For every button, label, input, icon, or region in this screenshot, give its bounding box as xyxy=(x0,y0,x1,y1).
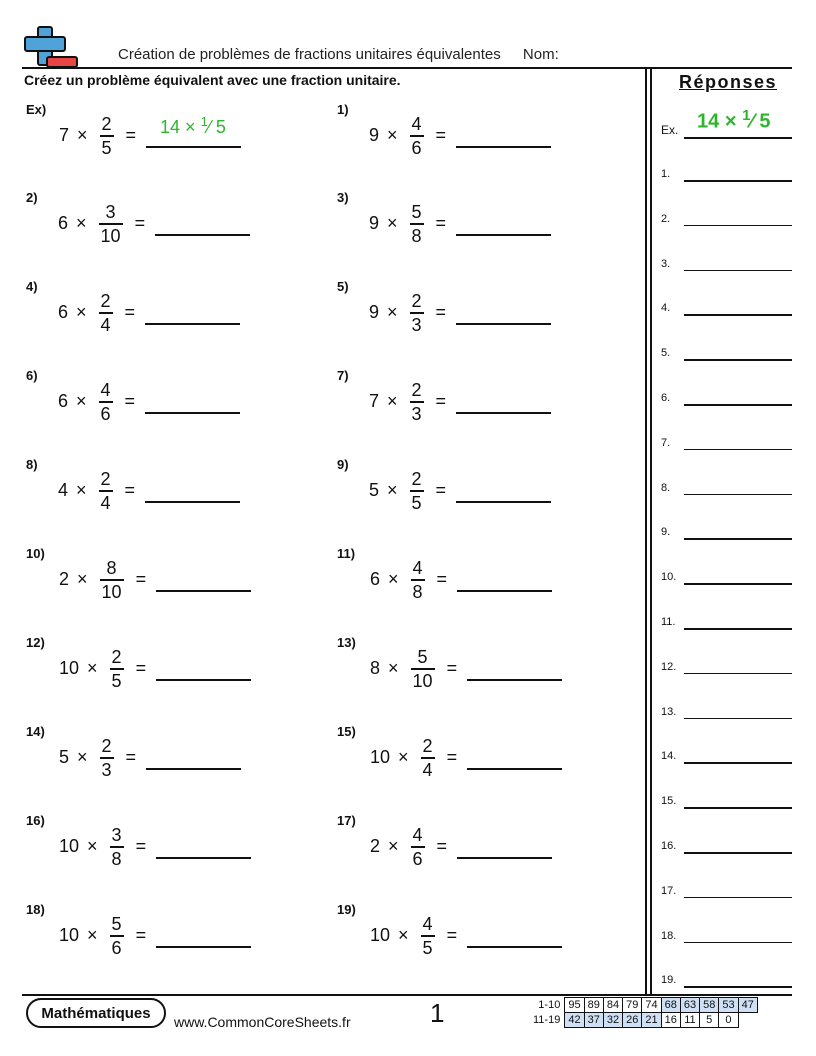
score-cell: 84 xyxy=(603,998,622,1013)
answer-line[interactable] xyxy=(684,270,792,272)
equals-sign: = xyxy=(435,480,447,501)
problem-number: 16) xyxy=(26,813,45,828)
fraction xyxy=(410,114,424,158)
answer-blank[interactable] xyxy=(467,679,562,681)
denominator: 3 xyxy=(411,403,422,424)
whole-number: 6 xyxy=(58,391,69,412)
fraction xyxy=(99,380,113,424)
times-sign: × xyxy=(387,480,398,501)
equals-sign: = xyxy=(446,658,458,679)
whole-number: 9 xyxy=(369,125,380,146)
score-cell: 95 xyxy=(565,998,584,1013)
score-cell: 0 xyxy=(719,1013,738,1028)
problem-expression xyxy=(369,114,454,158)
problem-expression xyxy=(369,380,454,424)
answer-row xyxy=(661,213,792,229)
answer-label: 3. xyxy=(661,257,671,270)
answer-row xyxy=(661,930,792,946)
problem-number: 7) xyxy=(337,368,349,383)
answer-line[interactable] xyxy=(684,404,792,406)
equals-sign: = xyxy=(446,747,458,768)
numerator: 2 xyxy=(411,380,422,400)
score-cell: 26 xyxy=(623,1013,642,1028)
whole-number: 8 xyxy=(370,658,381,679)
answer-row xyxy=(661,392,792,408)
numerator: 2 xyxy=(100,291,111,311)
answer-row xyxy=(661,347,792,363)
whole-number: 10 xyxy=(59,836,80,857)
answer-line[interactable] xyxy=(684,314,792,316)
column-divider xyxy=(645,67,647,995)
problem-number: 14) xyxy=(26,724,45,739)
denominator: 10 xyxy=(100,225,121,246)
answer-row xyxy=(661,437,792,453)
numerator: 2 xyxy=(422,736,433,756)
answer-blank[interactable] xyxy=(457,590,552,592)
denominator: 5 xyxy=(101,137,112,158)
answer-row xyxy=(661,571,792,587)
times-sign: × xyxy=(76,213,87,234)
fraction xyxy=(410,202,424,246)
equals-sign: = xyxy=(135,569,147,590)
denominator: 6 xyxy=(412,848,423,869)
fraction xyxy=(110,647,124,691)
numerator: 4 xyxy=(412,825,423,845)
fraction-bar xyxy=(411,846,425,848)
score-cell: 89 xyxy=(584,998,603,1013)
equals-sign: = xyxy=(135,925,147,946)
answer-label: 16. xyxy=(661,840,677,852)
times-sign: × xyxy=(387,391,398,412)
denominator: 10 xyxy=(101,581,122,602)
problem-number: 4) xyxy=(26,279,38,294)
title-text: Création de problèmes de fractions unitaires équivalentes xyxy=(118,46,501,63)
problem-number: 8) xyxy=(26,457,38,472)
score-cell: 5 xyxy=(700,1013,719,1028)
equals-sign: = xyxy=(124,480,136,501)
denominator: 3 xyxy=(411,314,422,335)
answer-blank[interactable] xyxy=(146,146,241,148)
denominator: 5 xyxy=(422,937,433,958)
problem-expression xyxy=(370,736,465,780)
problem-number: 12) xyxy=(26,635,45,650)
whole-number: 5 xyxy=(59,747,70,768)
times-sign: × xyxy=(77,569,88,590)
answer-blank[interactable] xyxy=(467,946,562,948)
fraction xyxy=(421,736,435,780)
times-sign: × xyxy=(76,480,87,501)
answer-line[interactable] xyxy=(684,762,792,764)
answer-example-label: Ex. xyxy=(661,123,679,137)
answer-line[interactable] xyxy=(684,180,792,182)
column-divider-inner xyxy=(650,67,652,995)
numerator: 2 xyxy=(100,469,111,489)
answer-label: 10. xyxy=(661,571,677,584)
answer-label: 11. xyxy=(661,616,676,628)
whole-number: 9 xyxy=(369,302,380,323)
score-cell: 32 xyxy=(603,1013,622,1028)
problem-number: Ex) xyxy=(26,102,47,117)
equals-sign: = xyxy=(435,391,447,412)
problem-expression xyxy=(58,202,153,246)
answer-label: 18. xyxy=(661,929,677,942)
score-cell: 63 xyxy=(680,998,699,1013)
answer-blank[interactable] xyxy=(156,857,251,859)
fraction xyxy=(99,291,113,335)
fraction xyxy=(100,558,124,602)
answer-blank[interactable] xyxy=(156,946,251,948)
problem-expression xyxy=(370,914,465,958)
numerator: 2 xyxy=(411,469,422,489)
numerator: 3 xyxy=(111,825,122,845)
score-cell: 21 xyxy=(642,1013,661,1028)
whole-number: 10 xyxy=(370,747,391,768)
problem-number: 3) xyxy=(337,190,349,205)
answer-blank[interactable] xyxy=(456,501,551,503)
answer-row xyxy=(661,840,792,856)
numerator: 4 xyxy=(412,558,423,578)
equals-sign: = xyxy=(124,302,136,323)
numerator: 5 xyxy=(111,914,122,934)
denominator: 5 xyxy=(111,670,122,691)
answer-line[interactable] xyxy=(684,807,792,809)
header-divider xyxy=(22,67,792,69)
whole-number: 2 xyxy=(59,569,70,590)
problem-expression xyxy=(370,558,455,602)
problem-number: 10) xyxy=(26,546,45,561)
answer-blank[interactable] xyxy=(456,412,551,414)
answer-row xyxy=(661,750,792,766)
score-cell: 42 xyxy=(565,1013,584,1028)
answer-label: 14. xyxy=(661,750,677,763)
whole-number: 10 xyxy=(59,925,80,946)
denominator: 4 xyxy=(100,314,111,335)
answer-line[interactable] xyxy=(684,852,792,854)
numerator: 8 xyxy=(106,558,117,578)
answer-line[interactable] xyxy=(684,225,792,227)
equals-sign: = xyxy=(134,213,146,234)
times-sign: × xyxy=(77,125,88,146)
numerator: 5 xyxy=(411,202,422,222)
score-table xyxy=(530,997,758,1028)
equals-sign: = xyxy=(124,391,136,412)
denominator: 5 xyxy=(411,492,422,513)
whole-number: 6 xyxy=(370,569,381,590)
answer-blank[interactable] xyxy=(145,412,240,414)
fraction-bar xyxy=(410,490,424,492)
page-number: 1 xyxy=(430,998,445,1028)
times-sign: × xyxy=(398,747,409,768)
score-cell: 37 xyxy=(584,1013,603,1028)
answer-line[interactable] xyxy=(684,494,792,496)
score-cell: 68 xyxy=(661,998,680,1013)
answer-line[interactable] xyxy=(684,718,792,720)
answer-blank[interactable] xyxy=(145,501,240,503)
answer-blank[interactable] xyxy=(456,146,551,148)
answer-example-line xyxy=(684,137,792,139)
problem-number: 5) xyxy=(337,279,349,294)
numerator: 4 xyxy=(422,914,433,934)
score-cell: 16 xyxy=(661,1013,680,1028)
answer-line[interactable] xyxy=(684,538,792,540)
whole-number: 10 xyxy=(370,925,391,946)
fraction-bar xyxy=(110,668,124,670)
answer-label: 15. xyxy=(661,795,677,808)
answer-row xyxy=(661,616,792,632)
times-sign: × xyxy=(387,213,398,234)
equals-sign: = xyxy=(435,302,447,323)
instructions: Créez un problème équivalent avec une fraction unitaire. xyxy=(24,72,401,88)
answer-label: 1. xyxy=(661,168,671,180)
answer-label: 12. xyxy=(661,660,677,673)
fraction-bar xyxy=(110,846,124,848)
fraction xyxy=(110,914,124,958)
problem-expression xyxy=(58,380,143,424)
answer-blank[interactable] xyxy=(456,234,551,236)
numerator: 2 xyxy=(111,647,122,667)
equals-sign: = xyxy=(446,925,458,946)
problem-number: 11) xyxy=(337,546,356,561)
times-sign: × xyxy=(387,125,398,146)
answers-heading: Réponses xyxy=(678,72,778,92)
numerator: 2 xyxy=(101,114,112,134)
answer-row xyxy=(661,885,792,901)
whole-number: 9 xyxy=(369,213,380,234)
whole-number: 5 xyxy=(369,480,380,501)
score-row-label: 1-10 xyxy=(538,999,561,1011)
numerator: 2 xyxy=(101,736,112,756)
fraction xyxy=(100,114,114,158)
answer-line[interactable] xyxy=(684,449,792,451)
numerator: 4 xyxy=(100,380,111,400)
answer-row xyxy=(661,482,792,498)
equals-sign: = xyxy=(435,213,447,234)
denominator: 4 xyxy=(422,759,433,780)
numerator: 4 xyxy=(411,114,422,134)
answer-row xyxy=(661,258,792,274)
answer-line[interactable] xyxy=(684,359,792,361)
times-sign: × xyxy=(77,747,88,768)
denominator: 6 xyxy=(411,137,422,158)
numerator: 5 xyxy=(417,647,428,667)
equals-sign: = xyxy=(135,658,147,679)
footer-divider xyxy=(22,994,792,996)
answer-label: 9. xyxy=(661,526,671,539)
answer-line[interactable] xyxy=(684,583,792,585)
answer-blank[interactable] xyxy=(145,323,240,325)
fraction xyxy=(410,469,424,513)
answer-line[interactable] xyxy=(684,897,792,899)
equals-sign: = xyxy=(436,836,448,857)
answer-row xyxy=(661,168,792,184)
fraction xyxy=(99,469,113,513)
fraction-bar xyxy=(110,935,124,937)
problem-number: 6) xyxy=(26,368,38,383)
denominator: 10 xyxy=(412,670,433,691)
fraction-bar xyxy=(410,223,424,225)
fraction-bar xyxy=(421,935,435,937)
answer-label: 17. xyxy=(661,884,677,897)
score-cell: 79 xyxy=(623,998,642,1013)
denominator: 3 xyxy=(101,759,112,780)
fraction-bar xyxy=(99,223,123,225)
fraction-bar xyxy=(100,579,124,581)
equals-sign: = xyxy=(125,747,137,768)
score-cell: 11 xyxy=(680,1013,699,1028)
equals-sign: = xyxy=(436,569,448,590)
times-sign: × xyxy=(388,569,399,590)
problem-number: 18) xyxy=(26,902,45,917)
fraction xyxy=(410,291,424,335)
problem-number: 19) xyxy=(337,902,356,917)
times-sign: × xyxy=(398,925,409,946)
score-row xyxy=(530,998,757,1013)
whole-number: 4 xyxy=(58,480,69,501)
problem-expression xyxy=(59,736,144,780)
problem-expression xyxy=(59,914,154,958)
answer-row xyxy=(661,706,792,722)
denominator: 8 xyxy=(411,225,422,246)
answer-row xyxy=(661,974,792,990)
answer-blank[interactable] xyxy=(457,857,552,859)
score-cell: 53 xyxy=(719,998,738,1013)
fraction xyxy=(411,647,435,691)
problem-expression xyxy=(59,114,144,158)
site-url: www.CommonCoreSheets.fr xyxy=(174,1014,351,1030)
score-row-label: 11-19 xyxy=(533,1014,561,1026)
problem-number: 9) xyxy=(337,457,349,472)
times-sign: × xyxy=(388,658,399,679)
times-sign: × xyxy=(76,302,87,323)
problem-number: 2) xyxy=(26,190,38,205)
answer-line[interactable] xyxy=(684,986,792,988)
problem-expression xyxy=(369,202,454,246)
problem-expression xyxy=(58,291,143,335)
problem-expression xyxy=(59,647,154,691)
times-sign: × xyxy=(387,302,398,323)
answer-example-value: 14 × $^1$⁄ 5 xyxy=(697,107,771,133)
fraction xyxy=(411,825,425,869)
answer-blank[interactable] xyxy=(146,768,241,770)
problem-expression xyxy=(369,469,454,513)
times-sign: × xyxy=(87,836,98,857)
answer-label: 4. xyxy=(661,302,671,315)
answer-row xyxy=(661,302,792,318)
times-sign: × xyxy=(87,925,98,946)
fraction-bar xyxy=(410,401,424,403)
answer-row xyxy=(661,661,792,677)
problem-number: 17) xyxy=(337,813,356,828)
answer-blank[interactable] xyxy=(156,590,251,592)
problem-expression xyxy=(59,825,154,869)
times-sign: × xyxy=(388,836,399,857)
numerator: 3 xyxy=(105,202,116,222)
answer-label: 5. xyxy=(661,347,671,360)
answer-blank[interactable] xyxy=(467,768,562,770)
denominator: 6 xyxy=(111,937,122,958)
fraction-bar xyxy=(99,312,113,314)
problem-number: 1) xyxy=(337,102,349,117)
fraction-bar xyxy=(99,401,113,403)
fraction-bar xyxy=(410,135,424,137)
equals-sign: = xyxy=(125,125,137,146)
denominator: 4 xyxy=(100,492,111,513)
fraction-bar xyxy=(100,135,114,137)
answer-label: 8. xyxy=(661,481,671,494)
denominator: 8 xyxy=(111,848,122,869)
answer-line[interactable] xyxy=(684,673,792,675)
fraction-bar xyxy=(411,579,425,581)
whole-number: 10 xyxy=(59,658,80,679)
answer-label: 13. xyxy=(661,705,677,718)
score-row xyxy=(530,1013,757,1028)
problem-expression xyxy=(370,825,455,869)
whole-number: 6 xyxy=(58,213,69,234)
whole-number: 7 xyxy=(59,125,70,146)
score-cell: 74 xyxy=(642,998,661,1013)
answer-blank[interactable] xyxy=(155,234,250,236)
answer-label: 19. xyxy=(661,974,677,987)
answer-line[interactable] xyxy=(684,628,792,630)
name-label: Nom: xyxy=(522,46,559,63)
equals-sign: = xyxy=(435,125,447,146)
problem-expression xyxy=(370,647,465,691)
answer-row xyxy=(661,795,792,811)
brand-badge: Mathématiques xyxy=(26,998,166,1028)
whole-number: 2 xyxy=(370,836,381,857)
fraction-bar xyxy=(100,757,114,759)
fraction-bar xyxy=(411,668,435,670)
problem-number: 13) xyxy=(337,635,356,650)
whole-number: 7 xyxy=(369,391,380,412)
fraction xyxy=(99,202,123,246)
times-sign: × xyxy=(87,658,98,679)
fraction xyxy=(421,914,435,958)
answer-blank[interactable] xyxy=(156,679,251,681)
answer-label: 2. xyxy=(661,212,671,225)
denominator: 8 xyxy=(412,581,423,602)
worksheet-title xyxy=(118,46,559,63)
whole-number: 6 xyxy=(58,302,69,323)
score-cell: 47 xyxy=(738,998,757,1013)
fraction-bar xyxy=(410,312,424,314)
fraction xyxy=(410,380,424,424)
answer-label: 7. xyxy=(661,436,671,449)
fraction xyxy=(110,825,124,869)
times-sign: × xyxy=(76,391,87,412)
equals-sign: = xyxy=(135,836,147,857)
fraction xyxy=(411,558,425,602)
fraction-bar xyxy=(421,757,435,759)
answer-blank[interactable] xyxy=(456,323,551,325)
numerator: 2 xyxy=(411,291,422,311)
score-cell: 58 xyxy=(700,998,719,1013)
problem-expression xyxy=(369,291,454,335)
problem-expression xyxy=(59,558,154,602)
answer-line[interactable] xyxy=(684,942,792,944)
denominator: 6 xyxy=(100,403,111,424)
answer-label: 6. xyxy=(661,392,671,404)
problem-expression xyxy=(58,469,143,513)
fraction xyxy=(100,736,114,780)
problem-number: 15) xyxy=(337,724,356,739)
example-answer: 14 × $^1$⁄ 5 xyxy=(160,114,226,137)
fraction-bar xyxy=(99,490,113,492)
answer-row xyxy=(661,526,792,542)
